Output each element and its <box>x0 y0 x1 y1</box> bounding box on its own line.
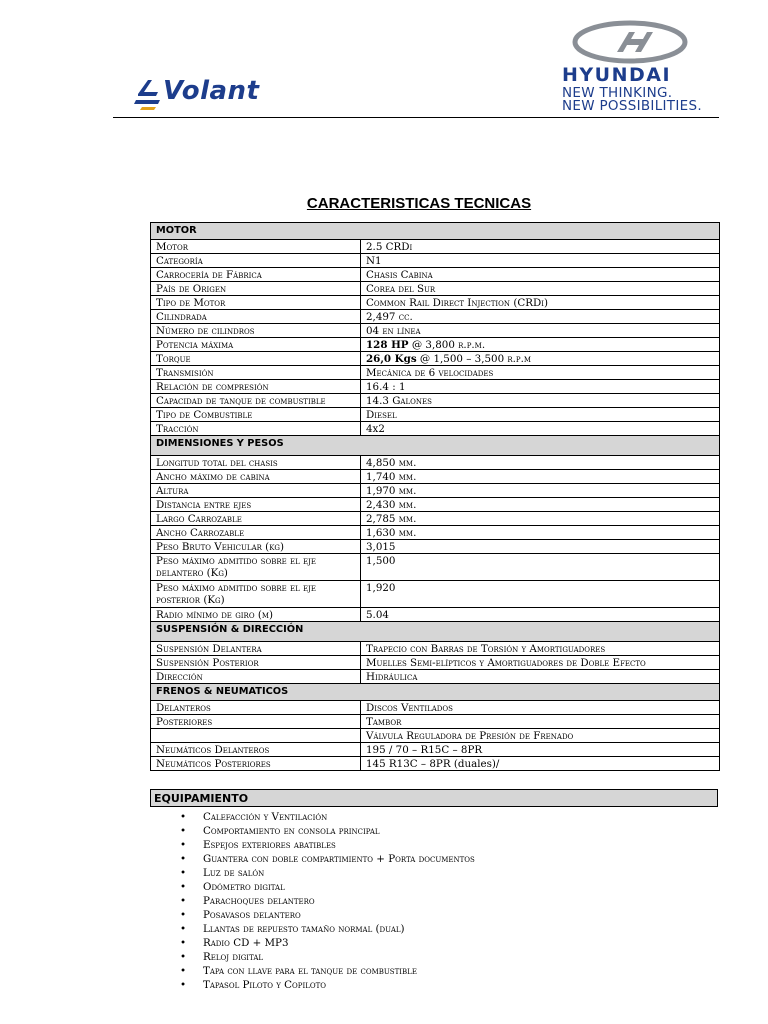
spec-label: Ancho Carrozable <box>151 526 361 540</box>
spec-row <box>151 338 720 352</box>
spec-value: 16.4 : 1 <box>361 380 720 394</box>
page-header <box>0 0 768 120</box>
spec-label: Neumáticos Delanteros <box>151 743 361 757</box>
list-item: • Comportamiento en consola principal <box>180 824 475 838</box>
spec-value: 14.3 Galones <box>361 394 720 408</box>
spec-label: Neumáticos Posteriores <box>151 757 361 771</box>
spec-label: Posteriores <box>151 715 361 729</box>
spec-row <box>151 656 720 670</box>
list-item: • Llantas de repuesto tamaño normal (dual) <box>180 922 475 936</box>
list-item: • Guantera con doble compartimiento + Porta documentos <box>180 852 475 866</box>
spec-row <box>151 394 720 408</box>
spec-row <box>151 268 720 282</box>
spec-value: 4,850 mm. <box>361 456 720 470</box>
section-heading: DIMENSIONES Y PESOS <box>151 436 720 456</box>
spec-value: Válvula Reguladora de Presión de Frenado <box>361 729 720 743</box>
spec-label: Peso máximo admitido sobre el eje posterior (Kg) <box>151 581 361 608</box>
spec-row <box>151 296 720 310</box>
list-item: • Espejos exteriores abatibles <box>180 838 475 852</box>
spec-value: Hidráulica <box>361 670 720 684</box>
spec-row <box>151 743 720 757</box>
spec-row <box>151 512 720 526</box>
spec-row <box>151 715 720 729</box>
spec-value: 1,740 mm. <box>361 470 720 484</box>
spec-label: Número de cilindros <box>151 324 361 338</box>
spec-label: Carrocería de Fábrica <box>151 268 361 282</box>
spec-row <box>151 282 720 296</box>
section-heading: SUSPENSIÓN & DIRECCIÓN <box>151 622 720 642</box>
list-item: • Odómetro digital <box>180 880 475 894</box>
spec-value: Muelles Semi-elípticos y Amortiguadores de Doble Efecto <box>361 656 720 670</box>
spec-label: Ancho máximo de cabina <box>151 470 361 484</box>
spec-row <box>151 757 720 771</box>
list-item: • Luz de salón <box>180 866 475 880</box>
spec-value: 1,970 mm. <box>361 484 720 498</box>
spec-label: Categoría <box>151 254 361 268</box>
spec-row <box>151 554 720 581</box>
spec-label: Dirección <box>151 670 361 684</box>
spec-row <box>151 310 720 324</box>
spec-row <box>151 352 720 366</box>
spec-row <box>151 380 720 394</box>
section-heading: MOTOR <box>151 223 720 240</box>
spec-value <box>361 352 720 366</box>
spec-label: Relación de compresión <box>151 380 361 394</box>
spec-label: Motor <box>151 240 361 254</box>
spec-label: Transmisión <box>151 366 361 380</box>
spec-label: Capacidad de tanque de combustible <box>151 394 361 408</box>
spec-value: Diesel <box>361 408 720 422</box>
equipamiento-heading: EQUIPAMIENTO <box>150 789 718 807</box>
section-row-motor <box>151 223 720 240</box>
spec-label <box>151 729 361 743</box>
spec-label: Tipo de Combustible <box>151 408 361 422</box>
spec-row <box>151 484 720 498</box>
spec-row <box>151 608 720 622</box>
spec-row <box>151 526 720 540</box>
spec-row <box>151 254 720 268</box>
list-item: • Parachoques delantero <box>180 894 475 908</box>
list-item: • Reloj digital <box>180 950 475 964</box>
spec-row <box>151 422 720 436</box>
spec-value: 195 / 70 – R15C – 8PR <box>361 743 720 757</box>
spec-value: Common Rail Direct Injection (CRDi) <box>361 296 720 310</box>
hyundai-tagline-1: NEW THINKING. <box>562 85 673 101</box>
spec-label: Distancia entre ejes <box>151 498 361 512</box>
spec-value: 1,630 mm. <box>361 526 720 540</box>
list-item: • Posavasos delantero <box>180 908 475 922</box>
spec-value: Discos Ventilados <box>361 701 720 715</box>
spec-label: Radio mínimo de giro (m) <box>151 608 361 622</box>
volant-wordmark: Volant <box>163 76 260 106</box>
spec-value: 4x2 <box>361 422 720 436</box>
spec-label: Peso Bruto Vehicular (kg) <box>151 540 361 554</box>
spec-row <box>151 366 720 380</box>
spec-row <box>151 498 720 512</box>
spec-label: Suspensión Delantera <box>151 642 361 656</box>
hyundai-wordmark: HYUNDAI <box>562 64 672 86</box>
spec-row <box>151 701 720 715</box>
spec-label: Peso máximo admitido sobre el eje delantero (Kg) <box>151 554 361 581</box>
spec-value: Trapecio con Barras de Torsión y Amortiguadores <box>361 642 720 656</box>
section-row-dimensiones <box>151 436 720 456</box>
spec-value: Chasis Cabina <box>361 268 720 282</box>
hyundai-tagline-2: NEW POSSIBILITIES. <box>562 98 702 114</box>
spec-table <box>150 222 720 771</box>
spec-value: N1 <box>361 254 720 268</box>
spec-label: Longitud total del chasis <box>151 456 361 470</box>
spec-value: Corea del Sur <box>361 282 720 296</box>
equipamiento-list <box>180 810 475 992</box>
header-rule <box>113 117 719 118</box>
spec-row <box>151 240 720 254</box>
spec-label: Cilindrada <box>151 310 361 324</box>
spec-value: 1,920 <box>361 581 720 608</box>
list-item: • Radio CD + MP3 <box>180 936 475 950</box>
spec-label: País de Origen <box>151 282 361 296</box>
list-item: • Calefacción y Ventilación <box>180 810 475 824</box>
spec-label: Suspensión Posterior <box>151 656 361 670</box>
spec-label: Altura <box>151 484 361 498</box>
section-row-suspension <box>151 622 720 642</box>
spec-value: 1,500 <box>361 554 720 581</box>
spec-value: 2,497 cc. <box>361 310 720 324</box>
spec-value-bold: 128 HP <box>366 339 409 351</box>
spec-value: 04 en línea <box>361 324 720 338</box>
spec-label: Torque <box>151 352 361 366</box>
spec-label: Tracción <box>151 422 361 436</box>
spec-value: 2,785 mm. <box>361 512 720 526</box>
spec-label: Potencia máxima <box>151 338 361 352</box>
spec-value: Tambor <box>361 715 720 729</box>
spec-value <box>361 338 720 352</box>
section-row-frenos <box>151 684 720 701</box>
spec-value: 3,015 <box>361 540 720 554</box>
spec-row <box>151 581 720 608</box>
spec-row <box>151 408 720 422</box>
spec-row <box>151 324 720 338</box>
spec-row <box>151 670 720 684</box>
spec-value: 5.04 <box>361 608 720 622</box>
spec-label: Delanteros <box>151 701 361 715</box>
spec-value-rest: @ 1,500 – 3,500 r.p.m <box>416 353 532 365</box>
spec-value: 2,430 mm. <box>361 498 720 512</box>
spec-value: Mecánica de 6 velocidades <box>361 366 720 380</box>
spec-label: Tipo de Motor <box>151 296 361 310</box>
spec-row <box>151 456 720 470</box>
spec-row <box>151 729 720 743</box>
spec-value: 145 R13C – 8PR (duales)/ <box>361 757 720 771</box>
spec-row <box>151 540 720 554</box>
spec-value: 2.5 CRDi <box>361 240 720 254</box>
spec-row <box>151 642 720 656</box>
list-item: • Tapa con llave para el tanque de combustible <box>180 964 475 978</box>
page-title: CARACTERISTICAS TECNICAS <box>306 195 532 212</box>
spec-value-rest: @ 3,800 r.p.m. <box>408 339 486 351</box>
spec-value-bold: 26,0 Kgs <box>366 353 417 365</box>
spec-row <box>151 470 720 484</box>
spec-label: Largo Carrozable <box>151 512 361 526</box>
list-item: • Tapasol Piloto y Copiloto <box>180 978 475 992</box>
section-heading: FRENOS & NEUMATICOS <box>151 684 720 701</box>
